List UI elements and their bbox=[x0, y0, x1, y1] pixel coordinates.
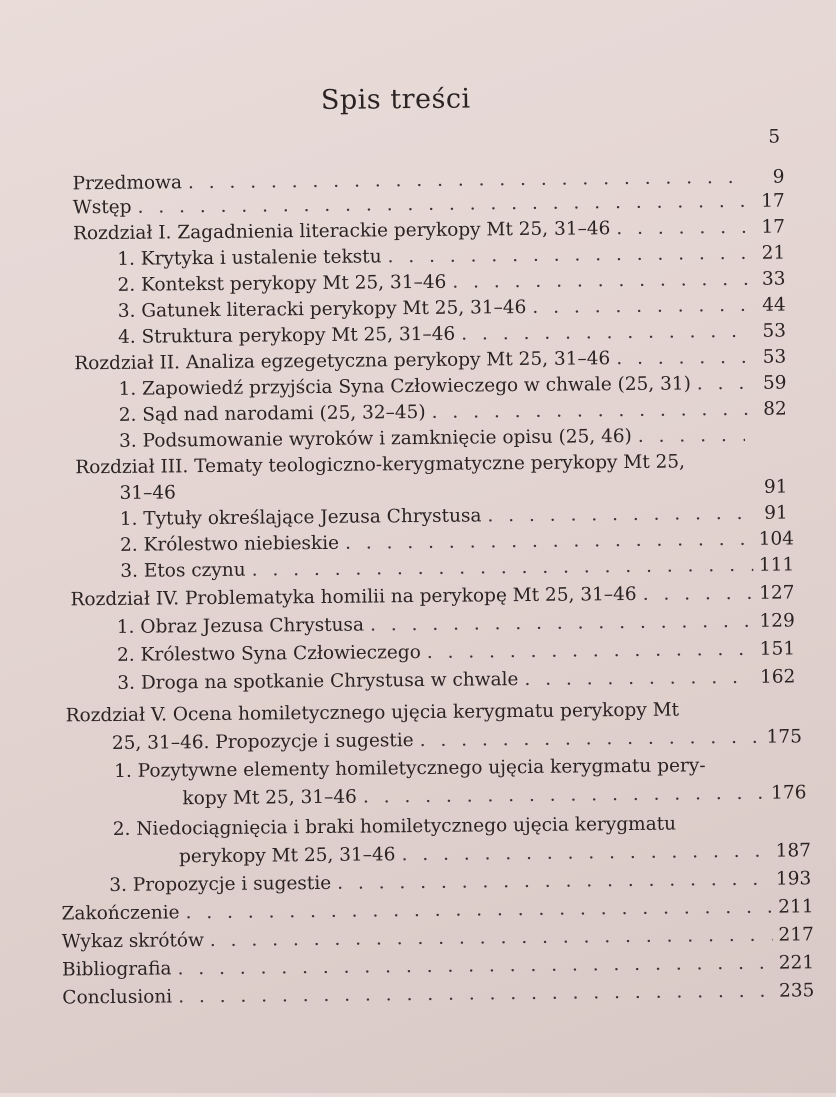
toc-entry-title: 3. Podsumowanie wyroków i zamknięcie opisu (25, 46) bbox=[118, 425, 632, 452]
toc-entry-title: 3. Propozycje i sugestie bbox=[109, 872, 332, 896]
dot-leader bbox=[420, 725, 761, 754]
toc-entry-page: 187 bbox=[775, 840, 812, 862]
toc-entry-title: Rozdział IV. Problematyka homilii na perykopę Mt 25, 31–46 bbox=[70, 583, 637, 611]
toc-entry-title: Rozdział II. Analiza egzegetyczna perykopy Mt 25, 31–46 bbox=[74, 348, 611, 375]
dot-leader bbox=[178, 979, 773, 1011]
toc-entry-page: 235 bbox=[778, 980, 815, 1002]
dot-leader bbox=[697, 371, 751, 398]
toc-entry-title: 1. Zapowiedź przyjścia Syna Człowieczego w chwale (25, 31) bbox=[118, 373, 691, 400]
toc-entry-title: Zakończenie bbox=[61, 902, 180, 925]
toc-entry-title: 2. Królestwo Syna Człowieczego bbox=[116, 641, 421, 666]
toc-entry bbox=[117, 636, 795, 669]
dot-leader bbox=[185, 895, 772, 927]
toc-chapter-title: Rozdział V. Ocena homiletycznego ujęcia kerygmatu perykopy Mt bbox=[65, 699, 680, 727]
dot-leader bbox=[487, 501, 752, 530]
toc-entry-title: Conclusioni bbox=[62, 986, 173, 1009]
toc-entry bbox=[112, 724, 802, 757]
dot-leader bbox=[210, 923, 773, 954]
page-title: Spis treści bbox=[320, 83, 471, 116]
dot-leader bbox=[431, 397, 750, 426]
toc-entry-page: 33 bbox=[761, 268, 786, 290]
dot-leader bbox=[337, 867, 770, 897]
dot-leader bbox=[401, 839, 769, 869]
toc-entry-page: 176 bbox=[771, 782, 807, 804]
dot-leader bbox=[427, 637, 754, 666]
dot-leader bbox=[252, 553, 754, 584]
toc-entry-page: 59 bbox=[762, 372, 787, 394]
dot-leader bbox=[532, 293, 750, 321]
toc-page-number: 5 bbox=[768, 126, 781, 148]
toc-entry-page: 129 bbox=[759, 610, 795, 632]
toc-entry-title: 1. Krytyka i ustalenie tekstu bbox=[117, 246, 382, 270]
toc-entry-title: perykopy Mt 25, 31–46 bbox=[178, 844, 396, 868]
toc-entry-title: 1. Obraz Jezusa Chrystusa bbox=[116, 614, 365, 638]
dot-leader bbox=[177, 951, 772, 983]
toc-entry-title: 31–46 bbox=[119, 482, 176, 504]
dot-leader bbox=[363, 781, 765, 811]
toc-entry-page: 82 bbox=[763, 398, 787, 420]
dot-leader bbox=[345, 527, 753, 557]
toc-entry-page: 17 bbox=[761, 216, 786, 238]
toc-entry-title: Bibliografia bbox=[62, 958, 172, 981]
toc-entry-title: Wstęp bbox=[72, 196, 132, 219]
toc-entry-page: 127 bbox=[759, 582, 795, 604]
toc-entry-page: 221 bbox=[778, 952, 815, 974]
toc-entry-title: 2. Kontekst perykopy Mt 25, 31–46 bbox=[117, 271, 447, 296]
toc-entry-title: 2. Sąd nad narodami (25, 32–45) bbox=[118, 401, 426, 426]
dot-leader bbox=[616, 345, 750, 372]
toc-entry bbox=[62, 978, 814, 1011]
toc-entry-title: 3. Droga na spotkanie Chrystusa w chwale bbox=[117, 669, 519, 694]
toc-entry-page: 9 bbox=[772, 166, 785, 188]
toc-entry bbox=[179, 838, 811, 870]
toc-entry-page: 44 bbox=[762, 294, 786, 316]
toc-entry bbox=[109, 866, 811, 899]
toc-entry-page: 53 bbox=[762, 346, 787, 368]
dot-leader bbox=[524, 665, 754, 693]
toc-entry-page: 21 bbox=[761, 242, 786, 264]
toc-entry-page: 162 bbox=[759, 666, 796, 688]
toc-chapter bbox=[70, 580, 794, 613]
toc-entry-page: 217 bbox=[778, 924, 814, 946]
toc-entry-title: Przedmowa bbox=[72, 172, 183, 195]
toc-entry bbox=[117, 608, 795, 641]
toc-entry-page: 17 bbox=[761, 190, 785, 212]
toc-entry-page: 104 bbox=[758, 528, 795, 550]
toc-entry-title: 1. Pozytywne elementy homiletycznego ujęcia kerygmatu pery- bbox=[114, 755, 706, 782]
toc-chapter-title: Rozdział III. Tematy teologiczno-kerygmatyczne perykopy Mt 25, bbox=[75, 451, 686, 479]
dot-leader bbox=[643, 581, 754, 608]
dot-leader bbox=[638, 423, 745, 450]
toc-entry-title: 2. Królestwo niebieskie bbox=[119, 532, 340, 556]
toc-entry bbox=[120, 552, 794, 584]
toc-entry-page: 193 bbox=[775, 868, 812, 890]
toc-entry-page: 53 bbox=[762, 320, 787, 342]
toc-entry-title: 2. Niedociągnięcia i braki homiletycznego ujęcia kerygmatu bbox=[112, 813, 677, 840]
toc-entry-title: 4. Struktura perykopy Mt 25, 31–46 bbox=[117, 323, 456, 348]
toc-entry-page: 91 bbox=[763, 476, 788, 498]
toc-entry-page: 211 bbox=[778, 896, 814, 918]
toc-entry-title: 3. Gatunek literacki perykopy Mt 25, 31–46 bbox=[117, 296, 527, 322]
toc-entry-title: 25, 31–46. Propozycje i sugestie bbox=[111, 730, 414, 754]
dot-leader bbox=[370, 609, 754, 639]
toc-entry-page: 175 bbox=[766, 726, 803, 748]
toc-entry bbox=[117, 664, 795, 697]
toc-entry bbox=[182, 780, 806, 812]
dot-leader bbox=[616, 215, 749, 242]
toc-entry-page: 91 bbox=[764, 502, 788, 524]
dot-leader bbox=[461, 319, 750, 348]
dot-leader bbox=[387, 241, 749, 270]
toc-entry-title: kopy Mt 25, 31–46 bbox=[182, 786, 357, 810]
toc-entry-title: Wykaz skrótów bbox=[61, 930, 204, 953]
toc-entry-title: 1. Tytuły określające Jezusa Chrystusa bbox=[119, 505, 482, 530]
toc-entry-page: 151 bbox=[759, 638, 796, 660]
toc-entry-title: Rozdział I. Zagadnienia literackie perykopy Mt 25, 31–46 bbox=[72, 218, 611, 245]
dot-leader bbox=[452, 267, 749, 296]
toc-entry-page: 111 bbox=[758, 554, 795, 576]
toc-entry-title: 3. Etos czynu bbox=[120, 559, 246, 582]
